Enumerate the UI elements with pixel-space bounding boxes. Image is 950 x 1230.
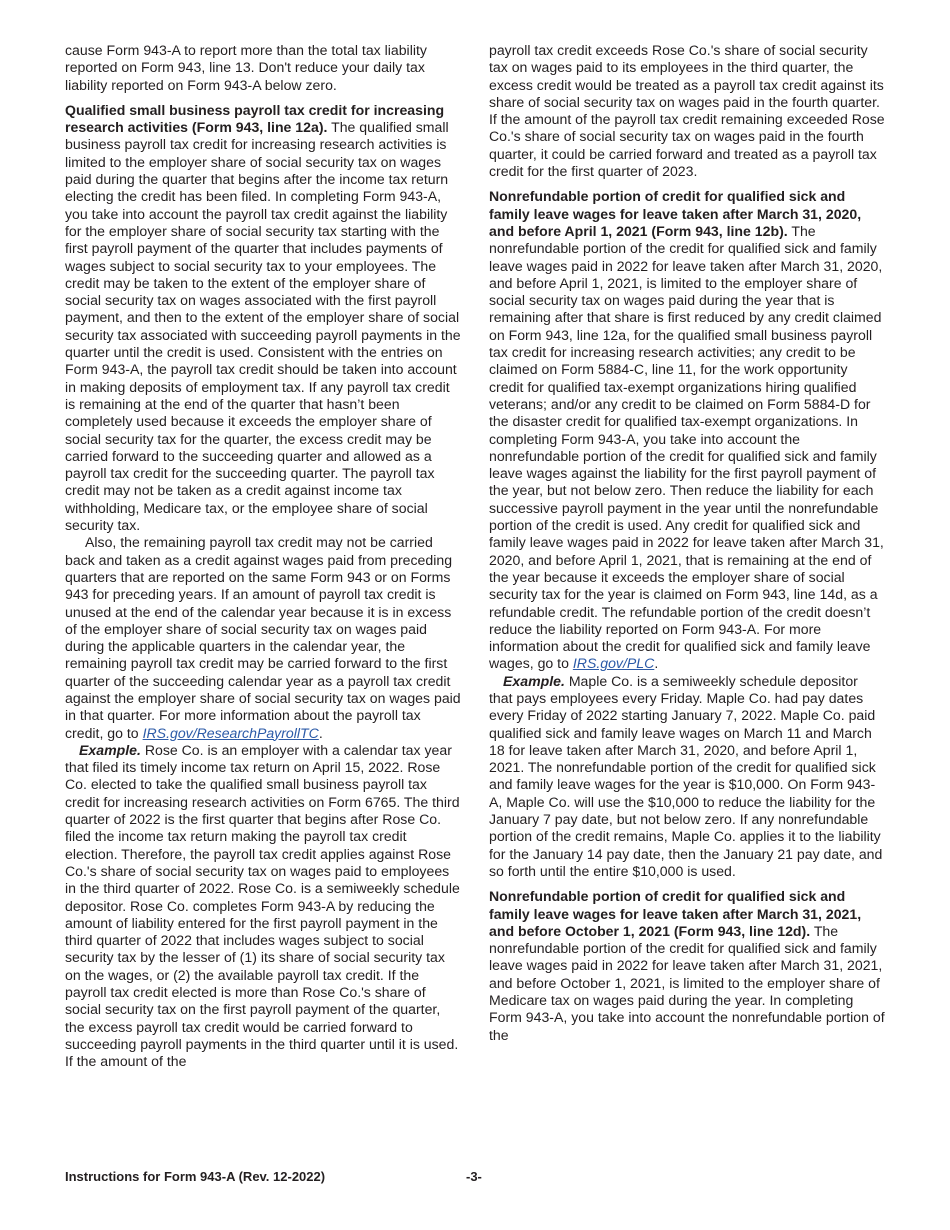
paragraph-sick-leave-2021: The nonrefundable portion of the credit for qualified sick and family leave wages paid in 2022 for leave taken after March 31, 2021, and before October 1, 2021, is limited to the employer share of Medicare tax on wages paid during the year. In completing Form 943-A, you take into account the nonrefundable portion of the bbox=[489, 922, 885, 1043]
section-heading-sick-leave-2021: Nonrefundable portion of credit for qualified sick and family leave wages for leave taken after March 31, 2021, and before October 1, 2021 (Form 943, line 12d). bbox=[489, 888, 862, 939]
section-heading-sick-leave-2020: Nonrefundable portion of credit for qualified sick and family leave wages for leave taken after March 31, 2020, and before April 1, 2021 (Form 943, line 12b). bbox=[489, 188, 862, 239]
example-maple-co bbox=[489, 673, 885, 881]
example-rose-co bbox=[65, 742, 461, 1071]
paragraph-sick-leave-2020: The nonrefundable portion of the credit for qualified sick and family leave wages paid in 2022 for leave taken after March 31, 2020, and before April 1, 2021, is limited to the employer share of social security tax on wages paid during the year that is remaining after that share is first reduced by any credit claimed on Form 943, line 12a, for the qualified small business payroll tax credit for increasing research activities; any credit to be claimed on Form 5884-C, line 11, for the work opportunity credit for qualified tax-exempt organizations hiring qualified veterans; and/or any credit to be claimed on Form 5884-D for the disaster credit for qualified tax-exempt organizations. In completing Form 943-A, you take into account the nonrefundable portion of the credit for qualified sick and family leave wages against the liability for the first payroll payment of the year, but not below zero. Then reduce the liability for each successive payroll payment in the year until the nonrefundable portion of the credit is used. Any credit for qualified sick and family leave wages paid in 2022 for leave taken after March 31, 2020, and before April 1, 2021, that is remaining at the end of the year because it exceeds the employer share of social security tax for the year is claimed on Form 943, line 14d, as a refundable credit. The refundable portion of the credit doesn’t reduce the liability reported on Form 943-A. For more information about the credit for qualified sick and family leave wages, go to bbox=[489, 222, 884, 672]
example-label: Example. bbox=[79, 741, 141, 758]
example-text: Maple Co. is a semiweekly schedule depositor that pays employees every Friday. Maple Co. had pay dates every Friday of 2022 starting January 7, 2022. Maple Co. paid qualified sick and family leave wages on March 11 and March 18 for leave taken after March 31, 2020, and before April 1, 2021. The nonrefundable portion of the credit for qualified sick and family leave wages for the year is $10,000. On Form 943-A, Maple Co. will use the $10,000 to reduce the liability for the January 7 pay date, but not below zero. If any nonrefundable portion of the credit remains, Maple Co. applies it to the liability for the January 14 pay date, then the January 21 pay date, and so forth until the entire $10,000 is used. bbox=[489, 672, 883, 879]
example-text: Rose Co. is an employer with a calendar tax year that filed its timely income tax return on April 15, 2022. Rose Co. elected to take the qualified small business payroll tax credit for increasing research activities on Form 6765. The third quarter of 2022 is the first quarter that begins after Rose Co. filed the income tax return making the payroll tax credit election. Therefore, the payroll tax credit applies against Rose Co.'s share of social security tax on wages paid to employees in the third quarter of 2022. Rose Co. is a semiweekly schedule depositor. Rose Co. completes Form 943-A by reducing the amount of liability entered for the first payroll payment in the third quarter of 2022 that includes wages subject to social security tax by the lesser of (1) its share of social security tax on the wages, or (2) the available payroll tax credit. If the payroll tax credit elected is more than Rose Co.'s share of social security tax on the first payroll payment of the quarter, the excess payroll tax credit would be carried forward to succeeding payroll payments in the third quarter until it is used. If the amount of the bbox=[65, 741, 460, 1070]
left-column bbox=[65, 42, 461, 1071]
right-column bbox=[489, 42, 885, 1044]
paragraph-research-credit: The qualified small business payroll tax credit for increasing research activities is limited to the employer share of social security tax on wages paid during the quarter that begins after the income tax return electing the credit has been filed. In completing Form 943-A, you take into account the payroll tax credit against the liability for the employer share of social security tax starting with the first payroll payment of the quarter that includes payments of wages subject to social security tax to your employees. The credit may be taken to the extent of the employer share of social security tax on wages associated with the first payroll payment, and then to the extent of the employer share of social security tax associated with succeeding payroll payments in the quarter until the credit is used. Consistent with the entries on Form 943-A, the payroll tax credit should be taken into account in making deposits of employment tax. If any payroll tax credit is remaining at the end of the quarter that hasn’t been completely used because it exceeds the employer share of social security tax for the quarter, the excess credit may be carried forward to the succeeding quarter and allowed as a payroll tax credit for the succeeding quarter. The payroll tax credit may not be taken as a credit against income tax withholding, Medicare tax, or the employee share of social security tax. bbox=[65, 119, 461, 534]
page-number: -3- bbox=[466, 1169, 482, 1184]
research-credit-section bbox=[65, 102, 461, 534]
example-label: Example. bbox=[503, 672, 565, 689]
paragraph-carryover: cause Form 943-A to report more than the total tax liability reported on Form 943, line 13. Don't reduce your daily tax liability reported on Form 943-A below zero. bbox=[65, 42, 427, 93]
sick-leave-2021-section bbox=[489, 888, 885, 1044]
research-payroll-tc-link[interactable]: IRS.gov/ResearchPayrollTC bbox=[142, 724, 319, 741]
footer-form-title: Instructions for Form 943-A (Rev. 12-2022) bbox=[65, 1169, 326, 1184]
irs-plc-link[interactable]: IRS.gov/PLC bbox=[572, 655, 655, 672]
section-heading-research-credit: Qualified small business payroll tax credit for increasing research activities (Form 943, line 12a). bbox=[65, 101, 445, 136]
paragraph-carryover-right: payroll tax credit exceeds Rose Co.'s share of social security tax on wages paid to its employees in the third quarter, the excess credit would be treated as a payroll tax credit against its share of social security tax on wages paid in the fourth quarter. If the amount of the payroll tax credit remaining exceeded Rose Co.'s share of social security tax on wages paid in the fourth quarter, it could be carried forward and treated as a payroll tax credit for the first quarter of 2023. bbox=[489, 42, 885, 180]
sick-leave-2020-section: Nonrefundable portion of credit for qualified sick and family leave wages for leave taken after March 31, 2020, and before April 1, 2021 (Form 943, line 12b). The nonrefundable portion of the credit for qualified sick and family leave wages paid in 2022 for leave taken after March 31, 2020, and before April 1, 2021, is limited to the employer share of social security tax on wages paid during the year that is remaining after that share is first reduced by any credit claimed on Form 943, line 12a, for the qualified small business payroll tax credit for increasing research activities; any credit to be claimed on Form 5884-C, line 11, for the work opportunity credit for qualified tax-exempt organizations hiring qualified veterans; and/or any credit to be claimed on Form 5884-D for the disaster credit for qualified tax-exempt organizations. In completing Form 943-A, you take into account the nonrefundable portion of the credit for qualified sick and family leave wages against the liability for the first payroll payment of the year, but not below zero. Then reduce the liability for each successive payroll payment in the year until the nonrefundable portion of the credit is used. Any credit for qualified sick and family leave wages paid in 2022 for leave taken after March 31, 2020, and before April 1, 2021, that is remaining at the end of the year because it exceeds the employer share of social security tax for the year is claimed on Form 943, line 14d, as a refundable credit. The refundable portion of the credit doesn’t reduce the liability reported on Form 943-A. For more information about the credit for qualified sick and family leave wages, go to IRS.gov/PLC. bbox=[489, 188, 884, 672]
paragraph-remaining-credit: Also, the remaining payroll tax credit may not be carried back and taken as a credit against wages paid from preceding quarters that are reported on the same Form 943 or on Forms 943 for preceding years. If an amount of payroll tax credit is unused at the end of the calendar year because it is in excess of the employer share of social security tax on wages paid during the applicable quarters in the calendar year, the remaining payroll tax credit may be carried forward to the first quarter of the succeeding calendar year as a payroll tax credit against the employer share of social security tax on wages paid in that quarter. For more information about the payroll tax credit, go to IRS.gov/ResearchPayrollTC. bbox=[65, 534, 461, 741]
